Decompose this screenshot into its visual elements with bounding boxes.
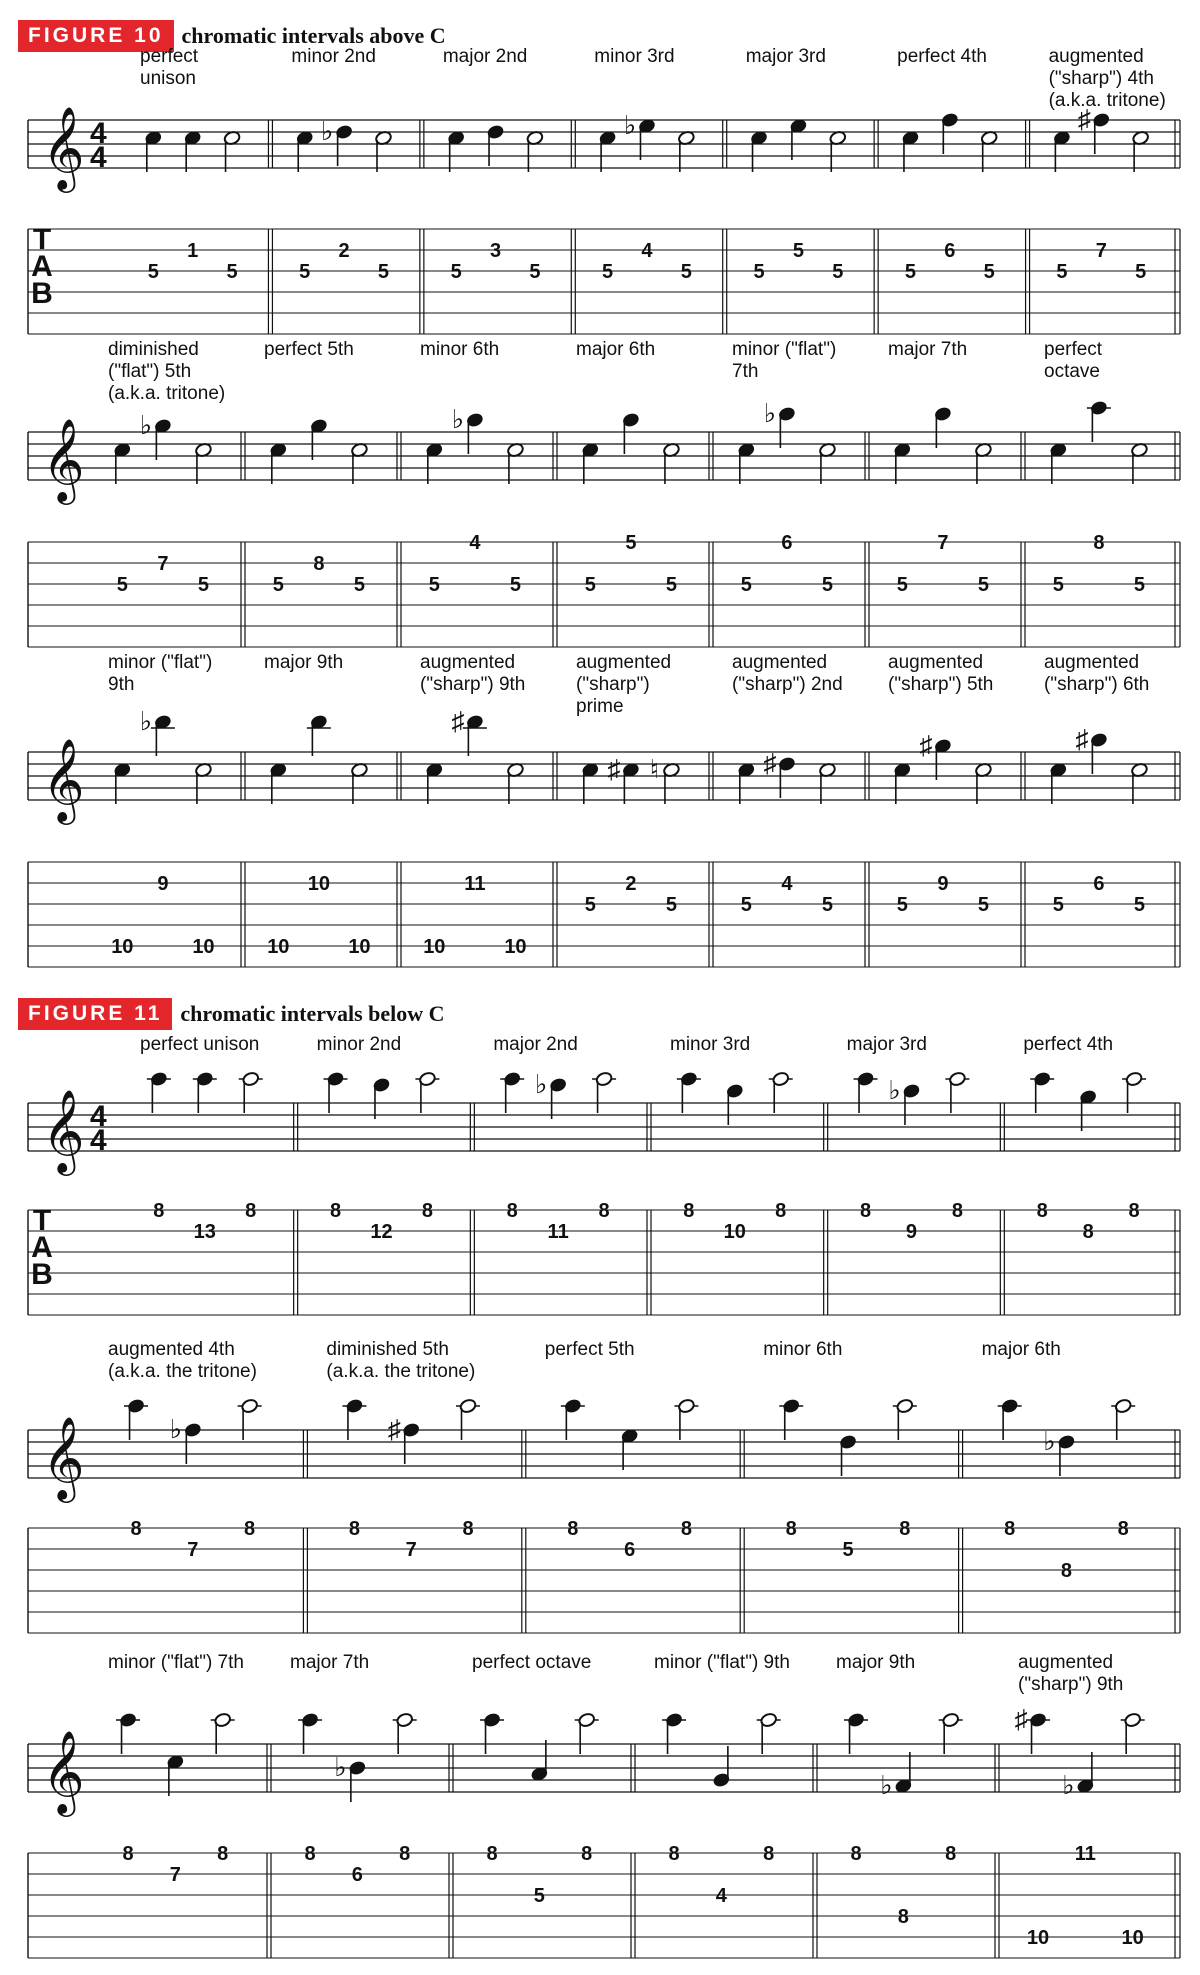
flat-sign: ♭ (1043, 1426, 1056, 1456)
tab-fret-number: 8 (153, 1200, 165, 1222)
interval-label: 7th (732, 361, 759, 382)
flat-sign: ♭ (1062, 1770, 1075, 1800)
interval-label: minor ("flat") 7th (108, 1652, 244, 1673)
tab-fret-number: 8 (1004, 1518, 1016, 1540)
interval-label: minor 2nd (291, 46, 376, 67)
interval-label: augmented (576, 652, 672, 673)
tab-fret-number: 5 (1135, 261, 1147, 283)
tab-fret-number: 7 (405, 1539, 417, 1561)
tab-fret-number: 5 (584, 894, 596, 916)
treble-clef: 𝄞 (42, 108, 85, 188)
tab-fret-number: 8 (859, 1200, 872, 1222)
interval-label: (a.k.a. tritone) (108, 383, 226, 404)
treble-clef: 𝄞 (42, 740, 85, 820)
tab-fret-number: 8 (951, 1200, 963, 1222)
tab-fret-number: 6 (781, 532, 793, 554)
interval-label: minor 2nd (316, 1034, 402, 1055)
tab-letter: A (31, 1231, 53, 1264)
interval-label: major 9th (836, 1652, 916, 1673)
tab-letter: A (31, 250, 53, 283)
tab-fret-number: 5 (1056, 261, 1068, 283)
sharp-sign: ♯ (1077, 104, 1091, 134)
tab-fret-number: 10 (723, 1221, 746, 1243)
tab-fret-number: 8 (850, 1843, 862, 1865)
tab-fret-number: 5 (665, 894, 678, 916)
tab-fret-number: 7 (1095, 240, 1107, 262)
interval-label: augmented (1044, 652, 1140, 673)
tab-fret-number: 7 (169, 1864, 181, 1886)
tab-fret-number: 5 (299, 261, 311, 283)
interval-label: major 9th (264, 652, 344, 673)
tab-fret-number: 5 (1052, 894, 1064, 916)
tab-fret-number: 10 (504, 936, 527, 958)
interval-label: augmented (888, 652, 984, 673)
natural-sign: ♮ (649, 754, 660, 784)
tab-fret-number: 8 (775, 1200, 787, 1222)
tab-fret-number: 6 (944, 240, 956, 262)
interval-label: octave (1044, 361, 1100, 382)
tab-fret-number: 8 (421, 1200, 433, 1222)
tab-fret-number: 8 (567, 1518, 579, 1540)
interval-label: ("sharp") 6th (1044, 674, 1150, 695)
interval-label: perfect 5th (264, 339, 354, 360)
interval-label: major 7th (290, 1652, 370, 1673)
tab-fret-number: 8 (399, 1843, 411, 1865)
tab-fret-number: 8 (506, 1200, 518, 1222)
interval-label: unison (140, 68, 196, 89)
interval-label: perfect octave (472, 1652, 592, 1673)
tab-fret-number: 12 (370, 1221, 393, 1243)
interval-label: 9th (108, 674, 135, 695)
figure-10-title: chromatic intervals above C (181, 23, 446, 48)
tab-fret-number: 4 (641, 240, 653, 262)
tab-fret-number: 5 (377, 261, 390, 283)
flat-sign: ♭ (139, 706, 153, 736)
flat-sign: ♭ (451, 404, 465, 434)
tab-fret-number: 5 (1133, 574, 1146, 596)
interval-label: perfect (140, 46, 199, 67)
interval-label: perfect 4th (1023, 1034, 1114, 1055)
interval-label: augmented 4th (108, 1339, 235, 1360)
tab-fret-number: 1 (187, 240, 199, 262)
time-signature-top: 4 (90, 1100, 107, 1133)
tab-fret-number: 5 (977, 894, 990, 916)
time-signature-top: 4 (90, 117, 107, 150)
tab-letter: T (32, 1204, 52, 1237)
tab-fret-number: 8 (329, 1200, 342, 1222)
tab-fret-number: 5 (272, 574, 284, 596)
tab-fret-number: 10 (1026, 1927, 1050, 1949)
tab-fret-number: 6 (351, 1864, 363, 1886)
tab-fret-number: 5 (792, 240, 804, 262)
tab-fret-number: 5 (753, 261, 765, 283)
tab-fret-number: 8 (899, 1518, 911, 1540)
tab-fret-number: 9 (937, 873, 949, 895)
tab-fret-number: 5 (1133, 894, 1146, 916)
tab-fret-number: 5 (509, 574, 522, 596)
tab-fret-number: 10 (192, 936, 215, 958)
tab-fret-number: 10 (348, 936, 371, 958)
tab-fret-number: 10 (423, 936, 446, 958)
figure-10-badge: FIGURE 10 (18, 20, 174, 52)
tab-fret-number: 5 (353, 574, 366, 596)
interval-label: (a.k.a. tritone) (1048, 90, 1166, 111)
tab-fret-number: 5 (428, 574, 440, 596)
interval-label: prime (576, 696, 624, 717)
figure-11-badge: FIGURE 11 (18, 998, 172, 1030)
flat-sign: ♭ (623, 110, 637, 140)
tab-fret-number: 5 (116, 574, 128, 596)
tab-fret-number: 7 (187, 1539, 199, 1561)
figure-11-title: chromatic intervals below C (180, 1001, 445, 1026)
tab-fret-number: 8 (462, 1518, 474, 1540)
interval-label: minor 6th (420, 339, 500, 360)
interval-label: major 6th (576, 339, 656, 360)
interval-label: augmented (732, 652, 828, 673)
treble-clef: 𝄞 (42, 420, 85, 500)
tab-letter: T (32, 223, 52, 256)
tab-fret-number: 8 (1117, 1518, 1129, 1540)
interval-label: (a.k.a. the tritone) (108, 1361, 257, 1382)
tab-fret-number: 6 (1093, 873, 1105, 895)
interval-label: diminished (108, 339, 199, 360)
tab-fret-number: 8 (668, 1843, 680, 1865)
tab-fret-number: 4 (715, 1885, 727, 1907)
interval-label: ("sharp") 9th (420, 674, 526, 695)
tab-fret-number: 10 (307, 873, 331, 895)
interval-label: minor 6th (763, 1339, 843, 1360)
tab-fret-number: 5 (680, 261, 692, 283)
interval-label: (a.k.a. the tritone) (326, 1361, 476, 1382)
tab-fret-number: 5 (740, 894, 752, 916)
tab-fret-number: 5 (896, 574, 908, 596)
flat-sign: ♭ (763, 398, 777, 428)
tab-fret-number: 10 (1121, 1927, 1144, 1949)
tab-fret-number: 13 (193, 1221, 216, 1243)
tab-fret-number: 5 (842, 1539, 854, 1561)
interval-label: ("sharp") (576, 674, 650, 695)
tab-fret-number: 5 (147, 261, 159, 283)
tab-fret-number: 5 (584, 574, 596, 596)
interval-label: ("sharp") 4th (1048, 68, 1154, 89)
tab-fret-number: 5 (1052, 574, 1064, 596)
tab-fret-number: 5 (450, 261, 462, 283)
tab-fret-number: 8 (348, 1518, 361, 1540)
time-signature-bottom: 4 (90, 1124, 107, 1157)
tab-fret-number: 5 (740, 574, 752, 596)
flat-sign: ♭ (888, 1075, 901, 1105)
tab-fret-number: 2 (625, 873, 637, 895)
tab-fret-number: 5 (821, 574, 834, 596)
tab-fret-number: 5 (983, 261, 995, 283)
flat-sign: ♭ (169, 1414, 182, 1444)
flat-sign: ♭ (334, 1752, 347, 1782)
tab-fret-number: 11 (547, 1221, 569, 1243)
flat-sign: ♭ (139, 410, 153, 440)
interval-label: augmented (1048, 46, 1144, 67)
sharp-sign: ♯ (1014, 1704, 1028, 1734)
tab-fret-number: 10 (267, 936, 290, 958)
tab-fret-number: 5 (625, 532, 637, 554)
tab-fret-number: 8 (1036, 1200, 1048, 1222)
interval-label: perfect unison (140, 1034, 260, 1055)
tab-fret-number: 8 (1060, 1560, 1072, 1582)
tab-letter: B (31, 1258, 53, 1291)
tab-fret-number: 6 (624, 1539, 636, 1561)
interval-label: major 3rd (745, 46, 826, 67)
sharp-sign: ♯ (763, 748, 777, 778)
interval-label: augmented (1018, 1652, 1114, 1673)
sharp-sign: ♯ (1075, 724, 1089, 754)
interval-label: minor ("flat") 9th (654, 1652, 790, 1673)
tab-fret-number: 8 (217, 1843, 229, 1865)
interval-label: ("flat") 5th (108, 361, 192, 382)
tab-fret-number: 5 (977, 574, 990, 596)
tab-fret-number: 5 (529, 261, 541, 283)
tab-fret-number: 8 (680, 1518, 692, 1540)
tab-fret-number: 8 (244, 1518, 256, 1540)
interval-label: major 2nd (493, 1034, 578, 1055)
tab-fret-number: 8 (763, 1843, 775, 1865)
tab-fret-number: 5 (904, 261, 917, 283)
interval-label: diminished 5th (326, 1339, 449, 1360)
treble-clef: 𝄞 (42, 1091, 85, 1171)
sharp-sign: ♯ (919, 730, 933, 760)
tab-fret-number: 3 (489, 240, 502, 262)
tab-fret-number: 8 (1082, 1221, 1094, 1243)
tab-fret-number: 9 (905, 1221, 918, 1243)
interval-label: major 3rd (846, 1034, 927, 1055)
tab-fret-number: 5 (665, 574, 678, 596)
sharp-sign: ♯ (451, 706, 465, 736)
tab-fret-number: 8 (130, 1518, 142, 1540)
interval-label: ("sharp") 5th (888, 674, 994, 695)
interval-label: minor 3rd (670, 1034, 751, 1055)
tab-fret-number: 8 (313, 553, 325, 575)
tab-fret-number: 4 (469, 532, 481, 554)
tab-fret-number: 8 (581, 1843, 593, 1865)
tab-fret-number: 11 (464, 873, 486, 895)
treble-clef: 𝄞 (42, 1732, 85, 1812)
interval-label: ("sharp") 2nd (732, 674, 843, 695)
interval-label: perfect 4th (897, 46, 987, 67)
interval-label: perfect 5th (544, 1339, 635, 1360)
sharp-sign: ♯ (387, 1414, 401, 1444)
tab-fret-number: 8 (245, 1200, 257, 1222)
flat-sign: ♭ (880, 1770, 893, 1800)
tab-letter: B (31, 277, 53, 310)
interval-label: augmented (420, 652, 516, 673)
tab-fret-number: 8 (1093, 532, 1105, 554)
tab-fret-number: 8 (122, 1843, 134, 1865)
tab-fret-number: 8 (304, 1843, 316, 1865)
tab-fret-number: 8 (683, 1200, 695, 1222)
interval-label: minor 3rd (594, 46, 675, 67)
flat-sign: ♭ (320, 116, 334, 146)
tab-fret-number: 8 (1128, 1200, 1140, 1222)
treble-clef: 𝄞 (42, 1418, 85, 1498)
time-signature-bottom: 4 (90, 141, 107, 174)
tab-fret-number: 9 (157, 873, 169, 895)
interval-label: minor ("flat") (108, 652, 213, 673)
tab-fret-number: 5 (226, 261, 238, 283)
tab-fret-number: 5 (533, 1885, 545, 1907)
tab-fret-number: 8 (785, 1518, 797, 1540)
tab-fret-number: 8 (486, 1843, 498, 1865)
interval-label: major 2nd (442, 46, 528, 67)
tab-fret-number: 11 (1074, 1843, 1096, 1865)
tab-fret-number: 7 (937, 532, 949, 554)
tab-fret-number: 8 (945, 1843, 957, 1865)
tab-fret-number: 4 (781, 873, 793, 895)
tab-fret-number: 5 (821, 894, 834, 916)
flat-sign: ♭ (535, 1069, 548, 1099)
interval-label: perfect (1044, 339, 1103, 360)
sharp-sign: ♯ (607, 754, 621, 784)
tab-fret-number: 5 (197, 574, 210, 596)
tab-fret-number: 7 (157, 553, 169, 575)
tab-fret-number: 2 (338, 240, 350, 262)
tab-fret-number: 5 (896, 894, 908, 916)
tab-fret-number: 5 (832, 261, 844, 283)
interval-label: major 7th (888, 339, 968, 360)
interval-label: major 6th (981, 1339, 1061, 1360)
tab-fret-number: 5 (602, 261, 614, 283)
interval-label: minor ("flat") (732, 339, 837, 360)
tab-fret-number: 8 (598, 1200, 610, 1222)
tab-fret-number: 8 (897, 1906, 909, 1928)
interval-label: ("sharp") 9th (1018, 1674, 1124, 1695)
tab-fret-number: 10 (111, 936, 134, 958)
